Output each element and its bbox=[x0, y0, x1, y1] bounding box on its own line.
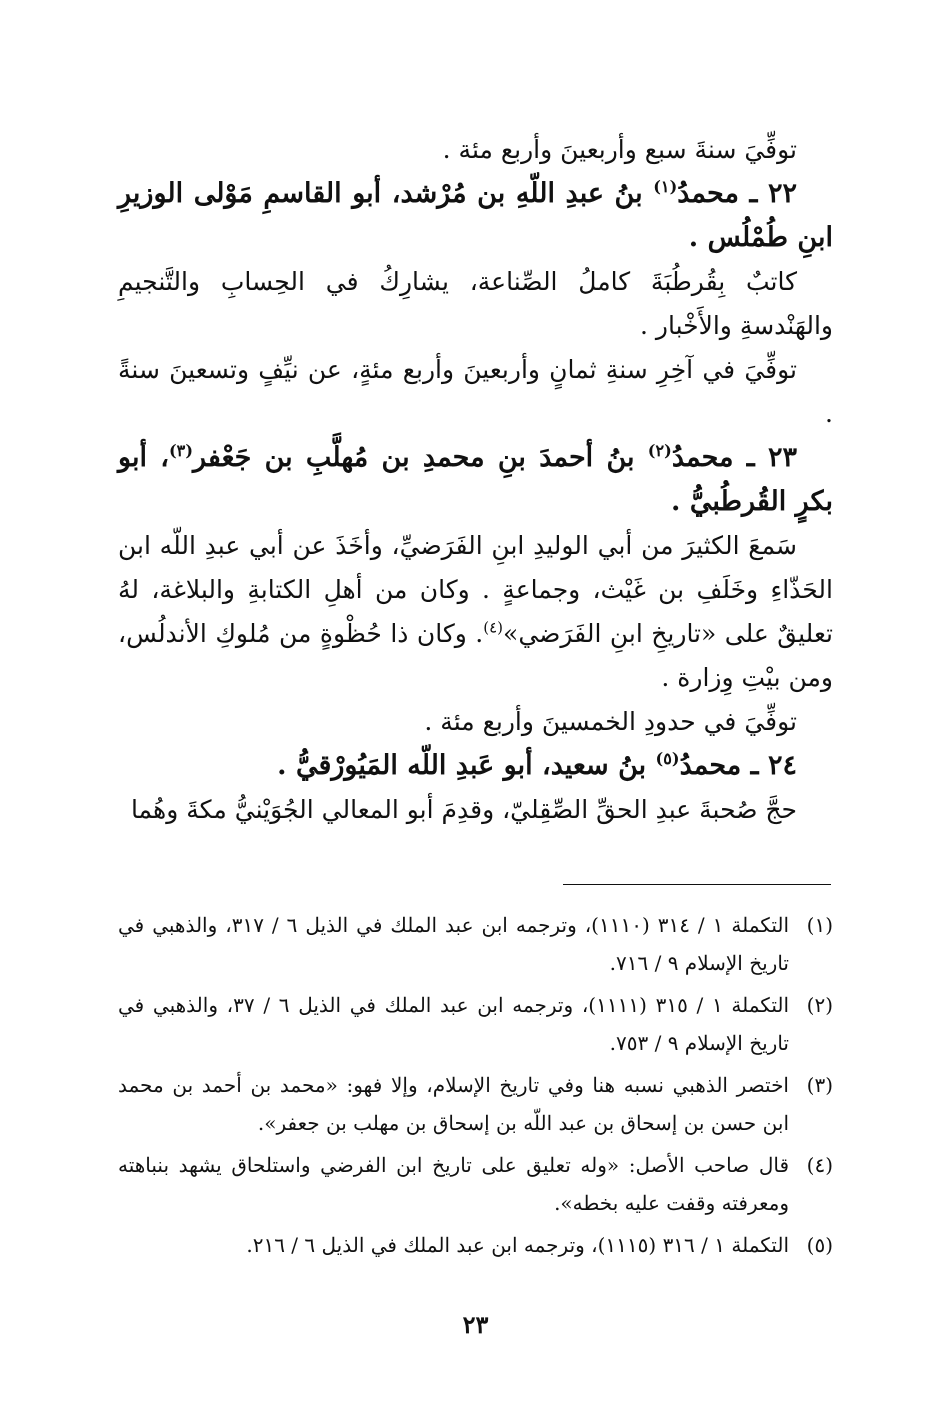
entry-22-death: توفِّيَ في آخِرِ سنةِ ثمانٍ وأربعينَ وأربع مئةٍ، عن نيِّفٍ وتسعينَ سنةً . bbox=[118, 355, 833, 428]
entry-23-body bbox=[118, 524, 833, 700]
footnote-5 bbox=[118, 1226, 833, 1264]
footnote-number: (٣) bbox=[806, 1073, 833, 1097]
main-text bbox=[118, 128, 833, 832]
footnote-number: (١) bbox=[806, 913, 833, 937]
footnote-3 bbox=[118, 1066, 833, 1142]
footnote-number: (٤) bbox=[806, 1153, 833, 1177]
footnote-4 bbox=[118, 1146, 833, 1222]
footnotes bbox=[118, 906, 833, 1268]
footnote-ref-5[interactable]: (٥) bbox=[655, 749, 680, 768]
entry-22-heading bbox=[118, 172, 833, 260]
entry-22-number: ٢٢ ـ محمدُ bbox=[677, 178, 797, 209]
page-number: ٢٣ bbox=[462, 1310, 489, 1339]
entry-24-name: بنُ سعيد، أبو عَبدِ اللّه المَيُورْقيُّ . bbox=[277, 750, 656, 781]
footnote-text: التكملة ١ / ٣١٥ (١١١١)، وترجمه ابن عبد الملك في الذيل ٦ / ٣٧، والذهبي في تاريخ الإسلام ٩ / ٧٥٣. bbox=[118, 993, 790, 1055]
footnote-ref-1[interactable]: (١) bbox=[653, 177, 678, 196]
footnote-ref-3[interactable]: (٣) bbox=[168, 441, 194, 460]
footnote-ref-2[interactable]: (٢) bbox=[647, 441, 672, 460]
entry-23-death: توفِّيَ في حدودِ الخمسينَ وأربع مئة . bbox=[424, 707, 797, 736]
footnote-ref-4[interactable]: (٤) bbox=[483, 618, 504, 637]
footnote-text: اختصر الذهبي نسبه هنا وفي تاريخ الإسلام، وإلا فهو: «محمد بن أحمد بن محمد ابن حسن بن إسحاق بن عبد اللّه بن إسحاق بن مهلب بن جعفر». bbox=[118, 1073, 789, 1135]
entry-24-number: ٢٤ ـ محمدُ bbox=[679, 750, 797, 781]
footnote-number: (٢) bbox=[806, 993, 833, 1017]
footnote-1 bbox=[118, 906, 833, 982]
entry-24-heading bbox=[118, 744, 833, 788]
entry-23-body-b: . وكان ذا حُظْوةٍ من مُلوكِ الأندلُس، ومن بيْتِ وِزارة . bbox=[118, 619, 833, 692]
death-line-21: توفِّيَ سنةَ سبع وأربعينَ وأربع مئة . bbox=[442, 135, 797, 164]
entry-23-body-a: سَمعَ الكثيرَ من أبي الوليدِ ابنِ الفَرَضيِّ، وأخَذَ عن أبي عبدِ اللّه ابن الحَذّاءِ وخَلَفِ بن غَيْث، وجماعةٍ . وكان من أهلِ الكتابةِ والبلاغة، لهُ تعليقٌ على «تاريخِ ابنِ الفَرَضي» bbox=[118, 531, 833, 648]
footnote-text: التكملة ١ / ٣١٦ (١١١٥)، وترجمه ابن عبد الملك في الذيل ٦ / ٢١٦. bbox=[246, 1233, 789, 1257]
footnote-text: التكملة ١ / ٣١٤ (١١١٠)، وترجمه ابن عبد الملك في الذيل ٦ / ٣١٧، والذهبي في تاريخ الإسلام ٩ / ٧١٦. bbox=[118, 913, 790, 975]
entry-24-body: حجَّ صُحبةَ عبدِ الحقِّ الصِّقِليّ، وقدِمَ أبو المعالي الجُوَيْنيُّ مكةَ وهُما bbox=[130, 795, 797, 824]
entry-23-heading bbox=[118, 436, 833, 524]
footnote-text: قال صاحب الأصل: «وله تعليق على تاريخ ابن الفرضي واستلحاق يشهد بنباهته ومعرفته وقفت عليه بخطه». bbox=[118, 1153, 789, 1215]
footnote-separator bbox=[563, 884, 831, 885]
entry-23-name: بنُ أحمدَ بنِ محمدِ بن مُهلَّبِ بن جَعْفر bbox=[193, 442, 648, 473]
footnote-number: (٥) bbox=[806, 1233, 833, 1257]
entry-23-kunya: ، أبو بكرٍ القُرطُبيُّ . bbox=[118, 442, 833, 517]
entry-22-name: بنُ عبدِ اللّهِ بن مُرْشد، أبو القاسمِ مَوْلى الوزيرِ ابنِ طُمْلُس . bbox=[118, 178, 833, 253]
entry-23-number: ٢٣ ـ محمدُ bbox=[671, 442, 797, 473]
footnote-2 bbox=[118, 986, 833, 1062]
entry-22-body: كاتبٌ بِقُرطُبَةَ كاملُ الصِّناعة، يشارِكُ في الحِسابِ والتَّنجيمِ والهَنْدسةِ والأَخْبار . bbox=[118, 267, 833, 340]
